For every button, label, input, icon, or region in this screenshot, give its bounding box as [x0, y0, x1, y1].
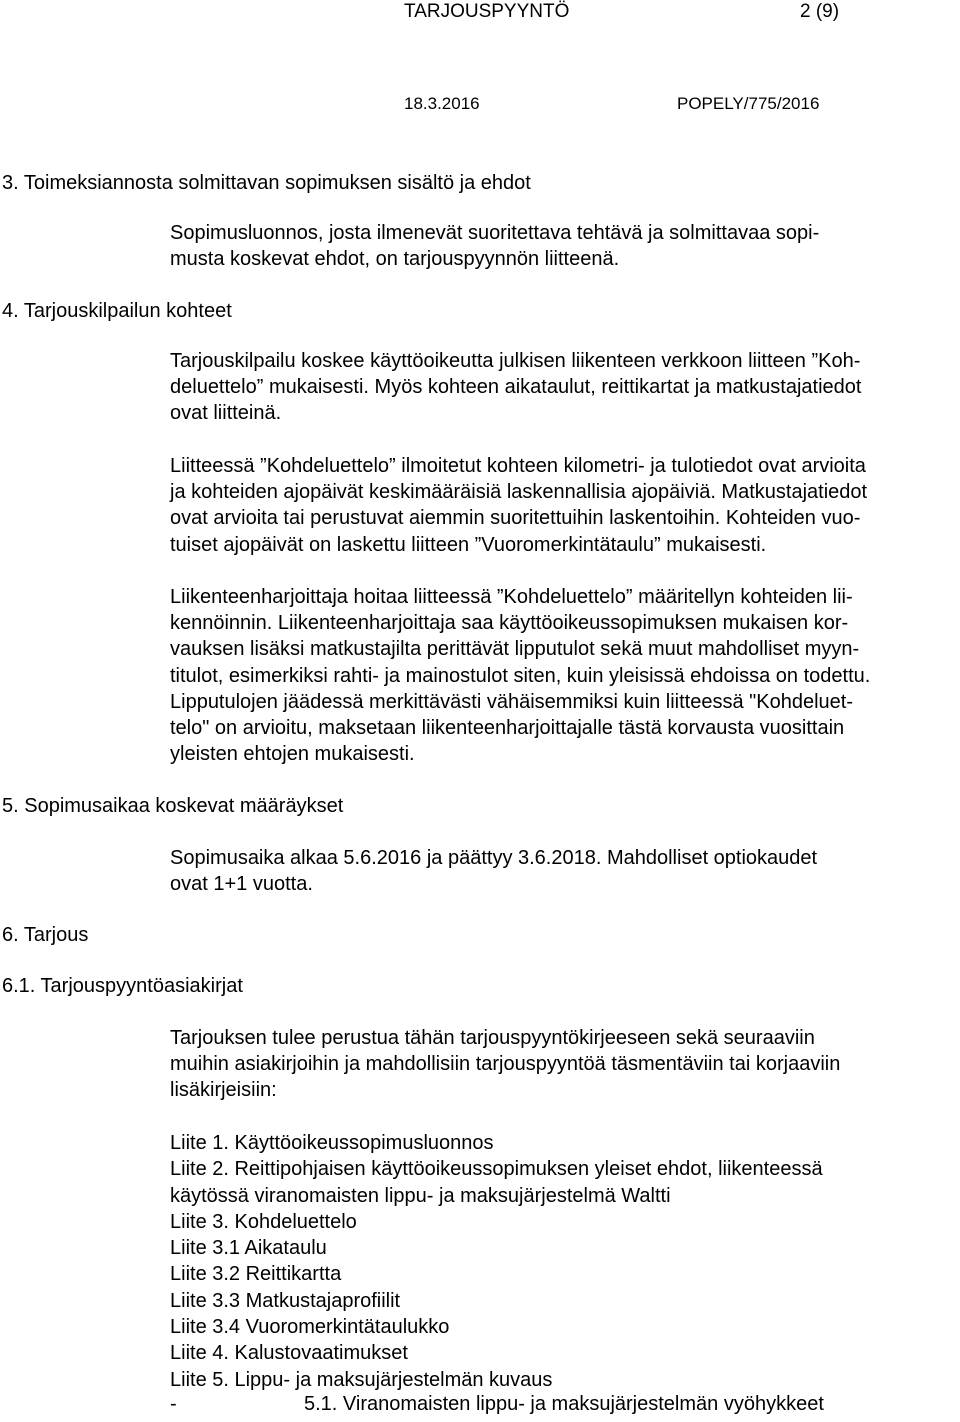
sub-attachment-text: 5.1. Viranomaisten lippu- ja maksujärjestelmän vyöhykkeet — [304, 1393, 824, 1415]
section-4-paragraph-3 — [170, 584, 960, 767]
section-5-paragraph — [170, 845, 960, 897]
reference-number: POPELY/775/2016 — [677, 94, 820, 113]
list-item: käytössä viranomaisten lippu- ja maksujärjestelmä Waltti — [170, 1184, 671, 1207]
section-3-paragraph — [170, 220, 960, 272]
list-item: Liite 3.3 Matkustajaprofiilit — [170, 1289, 401, 1312]
sub-attachment-item — [170, 1391, 824, 1417]
list-item: Liite 3. Kohdeluettelo — [170, 1210, 357, 1233]
text-line: Tarjouksen tulee perustua tähän tarjouspyyntökirjeeseen sekä seuraaviin — [170, 1027, 815, 1049]
list-item: Liite 3.4 Vuoromerkintätaulukko — [170, 1316, 450, 1339]
list-item: Liite 3.1 Aikataulu — [170, 1237, 327, 1260]
text-line: titulot, esimerkiksi rahti- ja mainostulot siten, kuin yleisissä ehdoissa on todettu. — [170, 664, 871, 687]
section-3-heading: 3. Toimeksiannosta solmittavan sopimuksen sisältö ja ehdot — [2, 172, 531, 194]
text-line: musta koskevat ehdot, on tarjouspyynnön liitteenä. — [170, 248, 620, 271]
text-line: ovat arvioita tai perustuvat aiemmin suoritettuihin laskentoihin. Kohteiden vuo- — [170, 507, 861, 530]
text-line: kennöinnin. Liikenteenharjoittaja saa käyttöoikeussopimuksen mukaisen kor- — [170, 612, 849, 635]
text-line: Sopimusluonnos, josta ilmenevät suoritettava tehtävä ja solmittavaa sopi- — [170, 222, 820, 244]
section-6-1-intro — [170, 1025, 960, 1104]
list-item: Liite 1. Käyttöoikeussopimusluonnos — [170, 1132, 494, 1154]
text-line: telo" on arvioitu, maksetaan liikenteenharjoittajalle tästä korvausta vuosittain — [170, 717, 845, 740]
text-line: muihin asiakirjoihin ja mahdollisiin tarjouspyyntöä täsmentäviin tai korjaaviin — [170, 1053, 841, 1076]
section-4-paragraph-2 — [170, 453, 960, 558]
document-type: TARJOUSPYYNTÖ — [404, 1, 570, 22]
text-line: ovat liitteinä. — [170, 402, 282, 425]
text-line: Lipputulojen jäädessä merkittävästi vähäisemmiksi kuin liitteessä "Kohdeluet- — [170, 690, 853, 713]
section-5-heading: 5. Sopimusaikaa koskevat määräykset — [2, 795, 344, 817]
list-item: Liite 3.2 Reittikartta — [170, 1263, 342, 1286]
text-line: deluettelo” mukaisesti. Myös kohteen aikataulut, reittikartat ja matkustajatiedot — [170, 376, 862, 399]
text-line: Liikenteenharjoittaja hoitaa liitteessä ”Kohdeluettelo” määritellyn kohteiden lii- — [170, 586, 853, 608]
list-item: Liite 4. Kalustovaatimukset — [170, 1342, 408, 1365]
section-4-paragraph-1 — [170, 348, 960, 427]
attachment-list — [170, 1130, 960, 1393]
text-line: Sopimusaika alkaa 5.6.2016 ja päättyy 3.6.2018. Mahdolliset optiokaudet — [170, 847, 818, 869]
text-line: ja kohteiden ajopäivät keskimääräisiä laskennallisia ajopäiviä. Matkustajatiedot — [170, 481, 868, 504]
text-line: ovat 1+1 vuotta. — [170, 873, 313, 896]
section-4-heading: 4. Tarjouskilpailun kohteet — [2, 300, 232, 322]
section-6-1-heading: 6.1. Tarjouspyyntöasiakirjat — [2, 975, 243, 997]
text-line: Liitteessä ”Kohdeluettelo” ilmoitetut kohteen kilometri- ja tulotiedot ovat arvioita — [170, 455, 866, 477]
text-line: Tarjouskilpailu koskee käyttöoikeutta julkisen liikenteen verkkoon liitteen ”Koh- — [170, 350, 861, 372]
section-6-heading: 6. Tarjous — [2, 924, 89, 946]
list-item: Liite 2. Reittipohjaisen käyttöoikeussopimuksen yleiset ehdot, liikenteessä — [170, 1158, 823, 1181]
list-item: Liite 5. Lippu- ja maksujärjestelmän kuvaus — [170, 1368, 553, 1391]
document-date: 18.3.2016 — [404, 94, 480, 113]
list-dash: - — [170, 1393, 177, 1415]
text-line: tuiset ajopäivät on laskettu liitteen ”Vuoromerkintätaulu” mukaisesti. — [170, 533, 767, 556]
page-number: 2 (9) — [800, 1, 840, 22]
text-line: lisäkirjeisiin: — [170, 1079, 277, 1102]
text-line: yleisten ehtojen mukaisesti. — [170, 743, 415, 766]
text-line: vauksen lisäksi matkustajilta perittävät lipputulot sekä muut mahdolliset myyn- — [170, 638, 860, 661]
